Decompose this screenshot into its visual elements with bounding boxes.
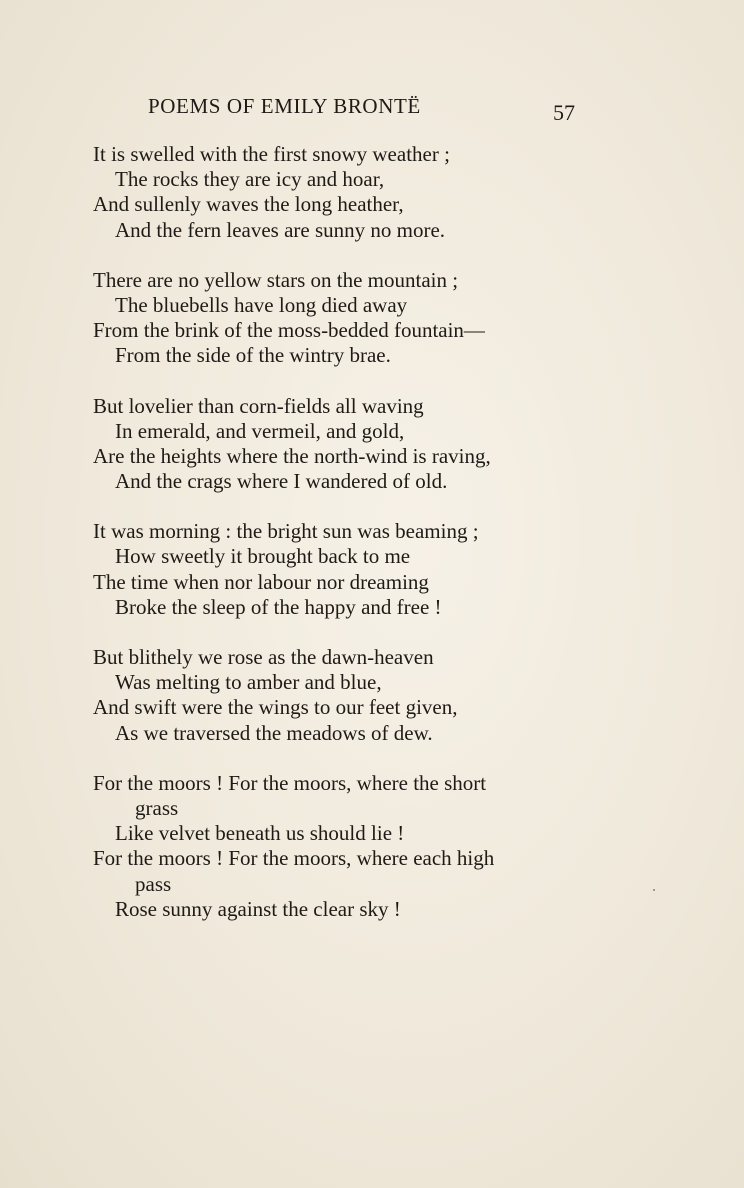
poem-line: Was melting to amber and blue, <box>115 670 382 695</box>
poem-line: But blithely we rose as the dawn-heaven <box>93 645 434 669</box>
poem-line: It was morning : the bright sun was beaming ; <box>93 519 479 544</box>
poem-line: grass <box>135 795 179 820</box>
page-number: 57 <box>553 100 575 125</box>
poem-line: The bluebells have long died away <box>115 292 408 317</box>
running-header-title: POEMS OF EMILY BRONTË <box>148 94 421 118</box>
poem-line: And sullenly waves the long heather, <box>93 192 404 217</box>
poem-line: Like velvet beneath us should lie ! <box>115 821 405 846</box>
poem-line: And the fern leaves are sunny no more. <box>115 217 446 242</box>
poem-line: Broke the sleep of the happy and free ! <box>115 594 442 619</box>
stanza <box>93 645 593 746</box>
poem-line: And the crags where I wandered of old. <box>115 469 448 494</box>
poem-line: There are no yellow stars on the mountain ; <box>93 267 459 292</box>
poem-line: For the moors ! For the moors, where each high <box>93 846 495 871</box>
poem-line: But lovelier than corn-fields all waving <box>93 393 424 418</box>
poem-line: Are the heights where the north-wind is raving, <box>93 443 491 468</box>
poem-line: The rocks they are icy and hoar, <box>115 167 385 192</box>
poem-line: How sweetly it brought back to me <box>115 544 411 569</box>
paper-speck <box>653 889 655 891</box>
poem-body <box>93 142 593 947</box>
poem-line: Rose sunny against the clear sky ! <box>115 896 401 921</box>
poem-line: And swift were the wings to our feet given, <box>93 695 458 720</box>
poem-line: For the moors ! For the moors, where the short <box>93 770 487 795</box>
stanza <box>93 771 593 922</box>
poem-line: It is swelled with the first snowy weather ; <box>93 142 450 166</box>
poem-line: From the side of the wintry brae. <box>115 343 391 368</box>
poem-line: In emerald, and vermeil, and gold, <box>115 418 405 443</box>
stanza <box>93 519 593 620</box>
poem-line: From the brink of the moss-bedded fountain— <box>93 318 485 343</box>
stanza <box>93 394 593 495</box>
stanza <box>93 268 593 369</box>
poem-line: The time when nor labour nor dreaming <box>93 569 429 594</box>
stanza <box>93 142 593 243</box>
poem-line: pass <box>135 871 172 896</box>
poem-line: As we traversed the meadows of dew. <box>115 720 433 745</box>
